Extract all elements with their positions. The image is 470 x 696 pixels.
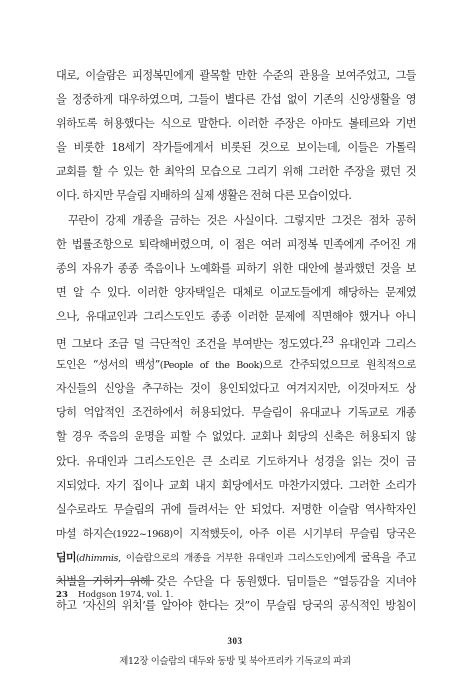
footnote-reference: 23 — [322, 335, 334, 347]
english-term: (People of the Book) — [159, 360, 263, 372]
text-line: 당히 억압적인 조건하에서 허용되었다. 무슬림이 유대교나 기독교로 개종 — [56, 406, 416, 420]
text-line: 실수로라도 무슬림의 귀에 들려서는 안 되었다. 저명한 이슬람 역사학자인 — [56, 502, 416, 516]
text-segment: 유대인과 그리스 — [333, 337, 416, 351]
text-line: 았다. 유대인과 그리스도인은 큰 소리로 기도하거나 성경을 읽는 것이 금 — [56, 454, 416, 468]
text-line: 면 알 수 있다. 이러한 양자택일은 대체로 이교도들에게 해당하는 문제였 — [56, 285, 416, 299]
text-segment: 으로 간주되었으므로 원칙적으로 — [262, 358, 416, 372]
text-segment: 에게 굴욕을 주고 — [335, 550, 416, 564]
gloss-text: , 이슬람으로의 개종을 거부한 유대인과 그리스도인) — [118, 552, 336, 564]
text-line: 꾸란이 강제 개종을 금하는 것은 사실이다. 그렇지만 그것은 점차 공허 — [68, 213, 416, 227]
text-segment: 마셜 하지슨 — [56, 526, 113, 540]
running-footer: 제12장 이슬람의 대두와 동방 및 북아프리카 기독교의 파괴 — [119, 656, 351, 667]
text-line: 이다. 하지만 무슬림 지배하의 실제 생활은 전혀 다른 모습이었다. — [56, 189, 352, 203]
text-segment: 이 지적했듯이, 아주 이른 시기부터 무슬림 당국은 — [172, 526, 416, 540]
text-line: 한 법률조항으로 퇴락해버렸으며, 이 점은 여러 피정복 민족에게 주어진 개 — [56, 237, 416, 251]
text-line: 으나, 유대교인과 그리스도인도 종종 이러한 문제에 직면해야 했거나 아니 — [56, 309, 416, 323]
text-line: 처벌을 가하기 위해 갖은 수단을 다 동원했다. 딤미들은 “열등감을 지녀야 — [56, 574, 416, 588]
transliteration: dhimmis — [79, 552, 119, 564]
paragraph — [56, 64, 416, 209]
footnote-text: Hodgson 1974, vol. 1. — [78, 590, 174, 600]
text-line: 을 정중하게 대우하였으며, 그들이 별다른 간섭 없이 기존의 신앙생활을 영 — [56, 93, 416, 107]
text-line: 자신들의 신앙을 추구하는 것이 용인되었다고 여겨지지만, 이것마저도 상 — [56, 382, 416, 396]
footnote-number: 23 — [56, 590, 68, 600]
paragraph — [56, 209, 416, 619]
footnote — [56, 589, 416, 601]
gloss-open: ( — [75, 552, 80, 564]
text-line: 할 경우 죽음의 운명을 피할 수 없었다. 교회나 회당의 신축은 허용되지 않 — [56, 430, 416, 444]
page-number: 303 — [227, 636, 243, 646]
text-line — [56, 522, 416, 546]
date-range: (1922~1968) — [112, 528, 173, 540]
text-segment: 도인은 “성서의 백성” — [56, 358, 160, 372]
body-text — [56, 64, 416, 618]
text-line — [56, 353, 416, 377]
text-line — [56, 329, 416, 353]
text-line: 대로, 이슬람은 피정복민에게 괄목할 만한 수준의 관용을 보여주었고, 그들 — [56, 69, 416, 82]
text-line: 지되었다. 자기 집이나 교회 내지 회당에서도 마찬가지였다. 그러한 소리가 — [56, 478, 416, 492]
footnote-divider — [56, 580, 154, 581]
text-line: 을 비롯한 18세기 작가들에게서 비롯된 것으로 보이는데, 이들은 가톨릭 — [56, 141, 416, 155]
key-term: 딤미 — [56, 550, 76, 564]
text-line — [56, 546, 416, 570]
text-line: 위하도록 허용했다는 식으로 말한다. 이러한 주장은 아마도 볼테르와 기번 — [56, 117, 416, 131]
text-segment: 면 그보다 조금 덜 극단적인 조건을 부여받는 정도였다. — [56, 337, 323, 351]
text-line: 하고 ‘자신의 위치’를 알아야 한다는 것”이 무슬림 당국의 공식적인 방침이 — [56, 599, 416, 613]
text-line: 교회를 할 수 있는 한 최악의 모습으로 그리기 위해 그러한 주장을 폈던 것 — [56, 165, 416, 179]
text-line: 종의 자유가 종종 죽음이나 노예화를 피하기 위한 대안에 불과했던 것을 보 — [56, 261, 416, 275]
